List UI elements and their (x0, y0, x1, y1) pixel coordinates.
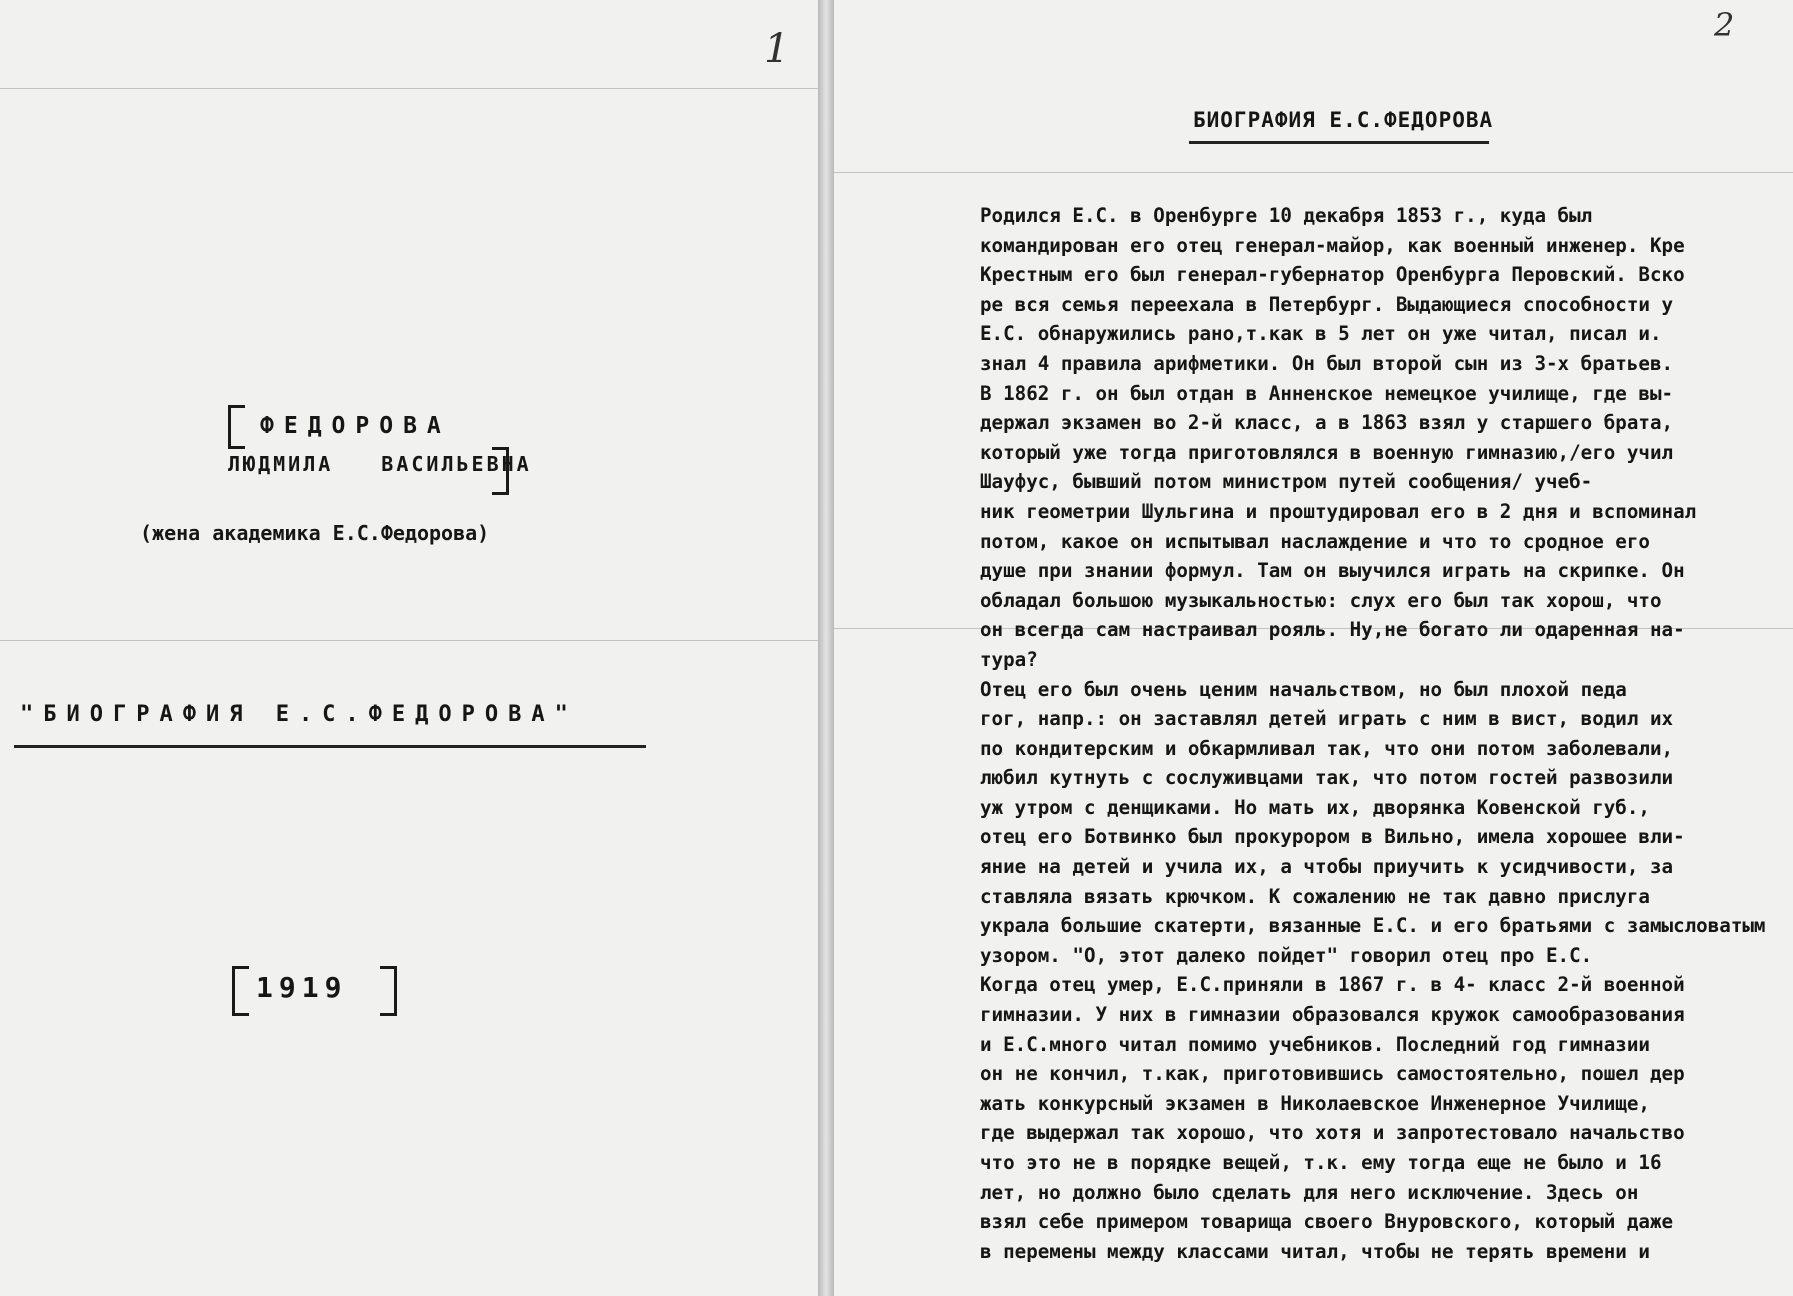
page-number: 1 (764, 26, 790, 72)
text-line: командирован его отец генерал-майор, как военный инженер. Кре (980, 233, 1685, 257)
page-rule (834, 172, 1793, 173)
text-line: уж утром с денщиками. Но мать их, дворянка Ковенской губ., (980, 795, 1650, 819)
page-gutter (818, 0, 834, 1296)
text-line: жать конкурсный экзамен в Николаевское Инженерное Училище, (980, 1091, 1650, 1115)
author-surname: ФЕДОРОВА (260, 413, 451, 439)
biography-text (980, 201, 1792, 1266)
year: 1919 (256, 971, 348, 1004)
work-title: "БИОГРАФИЯ Е.С.ФЕДОРОВА" (20, 702, 578, 727)
biography-page (834, 0, 1793, 1296)
page-rule (0, 88, 818, 89)
text-line: гог, напр.: он заставлял детей играть с ним в вист, водил их (980, 707, 1674, 731)
text-line: что это не в порядке вещей, т.к. ему тогда еще не было и 16 (980, 1151, 1662, 1174)
bracket-close (380, 966, 397, 1016)
text-line: душе при знании формул. Там он выучился играть на скрипке. Он (980, 559, 1685, 583)
text-line: Шауфус, бывший потом министром путей сообщения/ учеб- (980, 470, 1593, 494)
text-line: знал 4 правила арифметики. Он был второй сын из 3-х братьев. (980, 351, 1674, 375)
author-note: (жена академика Е.С.Федорова) (140, 521, 490, 545)
title-underline (1189, 141, 1489, 144)
text-line: где выдержал так хорошо, что хотя и запротестовало начальство (980, 1121, 1685, 1145)
text-line: Е.С. обнаружились рано,т.как в 5 лет он уже читал, писал и. (980, 322, 1662, 346)
text-line: он всегда сам настраивал рояль. Ну,не богато ли одаренная на- (980, 618, 1685, 642)
text-line: потом, какое он испытывал наслаждение и что то сродное его (980, 529, 1650, 553)
bracket-close (492, 447, 509, 495)
text-line: обладал большою музыкальностью: слух его был так хорош, что (980, 588, 1662, 612)
text-line: яние на детей и учила их, а чтобы приучить к усидчивости, за (980, 855, 1674, 879)
text-line: тура? (980, 647, 1038, 671)
author-first-name: ЛЮДМИЛА (228, 452, 334, 476)
text-line: ставляла вязать крючком. К сожалению не так давно прислуга (980, 884, 1650, 908)
text-line: украла большие скатерти, вязанные Е.С. и его братьями с замысловатым (980, 914, 1766, 938)
text-line: лет, но должно было сделать для него исключение. Здесь он (980, 1180, 1639, 1204)
title-underline (14, 745, 646, 748)
text-line: Родился Е.С. в Оренбурге 10 декабря 1853 г., куда был (980, 204, 1593, 227)
text-line: который уже тогда приготовлялся в военную гимназию,/его учил (980, 440, 1674, 464)
text-line: в перемены между классами читал, чтобы не терять времени и (980, 1239, 1650, 1263)
text-line: узором. "О, этот далеко пойдет" говорил отец про Е.С. (980, 943, 1593, 967)
text-line: Отец его был очень ценим начальством, но был плохой педа (980, 677, 1627, 701)
text-line: любил кутнуть с сослуживцами так, что потом гостей развозили (980, 766, 1674, 790)
text-line: и Е.С.много читал помимо учебников. Последний год гимназии (980, 1032, 1650, 1056)
text-line: отец его Ботвинко был прокурором в Вильно, имела хорошее вли- (980, 825, 1685, 849)
author-patronymic: ВАСИЛЬЕВНА (381, 452, 532, 476)
text-line: он не кончил, т.как, приготовившись самостоятельно, пошел дер (980, 1062, 1685, 1086)
title-page (0, 0, 818, 1296)
text-line: держал экзамен во 2-й класс, а в 1863 взял у старшего брата, (980, 411, 1674, 435)
text-line: гимназии. У них в гимназии образовался кружок самообразования (980, 1003, 1685, 1027)
author-given-names (228, 452, 532, 476)
text-line: Крестным его был генерал-губернатор Оренбурга Перовский. Вско (980, 263, 1685, 287)
text-line: ре вся семья переехала в Петербург. Выдающиеся способности у (980, 292, 1674, 316)
text-line: по кондитерским и обкармливал так, что они потом заболевали, (980, 736, 1674, 760)
bracket-open (232, 966, 249, 1016)
text-line: Когда отец умер, Е.С.приняли в 1867 г. в 4- класс 2-й военной (980, 973, 1685, 997)
page-rule (0, 640, 818, 641)
biography-title: БИОГРАФИЯ Е.С.ФЕДОРОВА (1193, 108, 1494, 132)
bracket-open (228, 405, 245, 449)
text-line: В 1862 г. он был отдан в Анненское немецкое училище, где вы- (980, 381, 1674, 405)
text-line: ник геометрии Шульгина и проштудировал его в 2 дня и вспоминал (980, 499, 1697, 523)
page-number: 2 (1714, 6, 1735, 44)
text-line: взял себе примером товарища своего Внуровского, который даже (980, 1210, 1674, 1234)
